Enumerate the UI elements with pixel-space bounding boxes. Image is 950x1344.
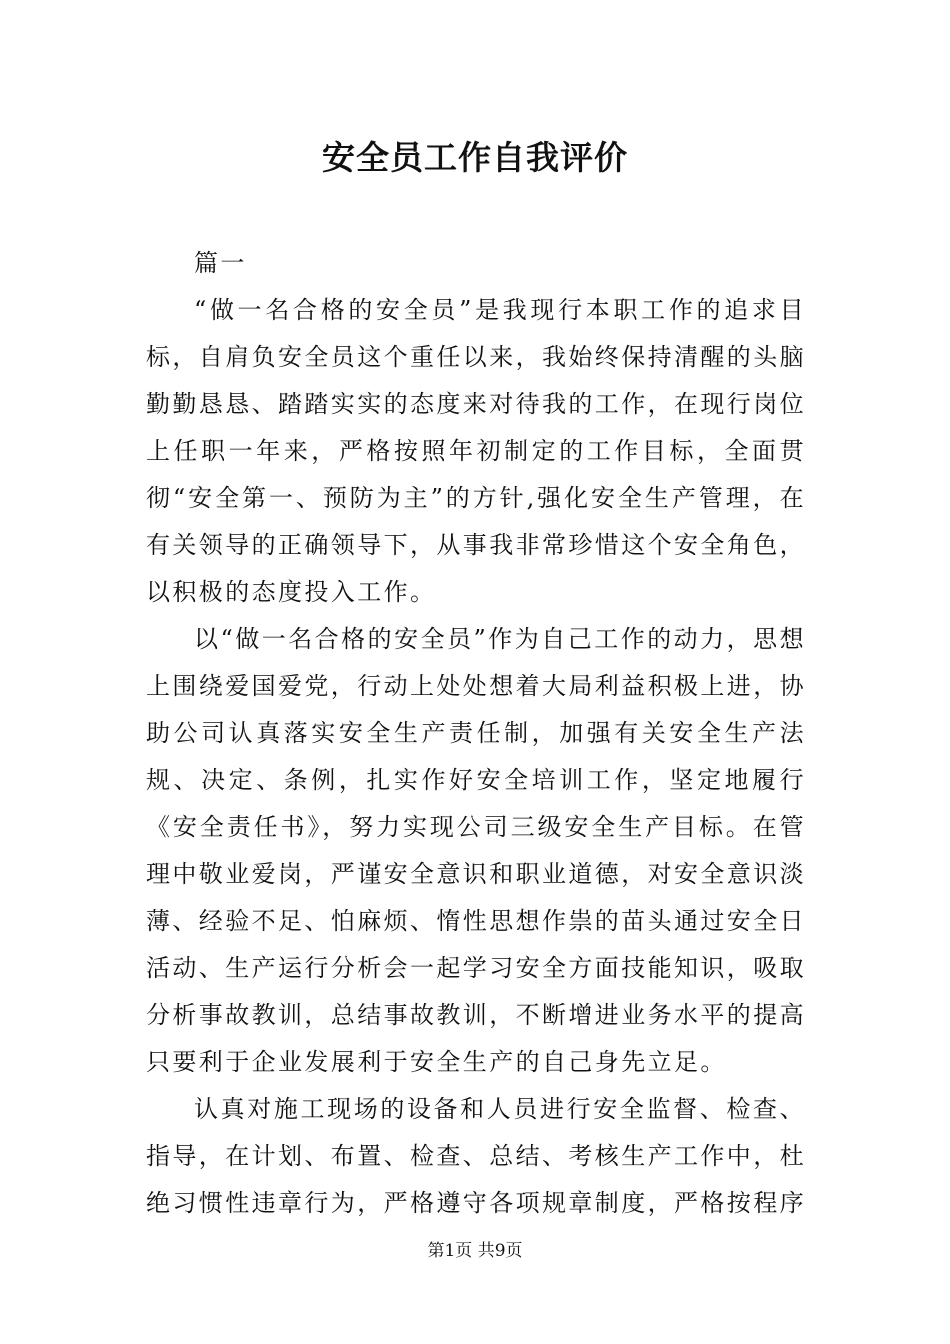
paragraph: 以“做一名合格的安全员”作为自己工作的动力，思想上围绕爱国爱党，行动上处处想着大局利益积极上进，协助公司认真落实安全生产责任制，加强有关安全生产法规、决定、条例，扎实作好安全培训工作，坚定地履行《安全责任书》，努力实现公司三级安全生产目标。在管理中敬业爱岗，严谨安全意识和职业道德，对安全意识淡薄、经验不足、怕麻烦、惰性思想作祟的苗头通过安全日活动、生产运行分析会一起学习安全方面技能知识，吸取分析事故教训，总结事故教训，不断增进业务水平的提高只要利于企业发展利于安全生产的自己身先立足。 [146,625,806,1076]
document-body [146,240,806,1227]
page-footer: 第1页 共9页 [427,1241,523,1261]
paragraph: “做一名合格的安全员”是我现行本职工作的追求目标，自肩负安全员这个重任以来，我始终保持清醒的头脑勤勤恳恳、踏踏实实的态度来对待我的工作，在现行岗位上任职一年来，严格按照年初制定的工作目标，全面贯彻“安全第一、预防为主”的方针,强化安全生产管理，在有关领导的正确领导下，从事我非常珍惜这个安全角色，以积极的态度投入工作。 [146,296,806,606]
paragraph-heading: 篇一 [194,249,247,277]
paragraph: 认真对施工现场的设备和人员进行安全监督、检查、指导，在计划、布置、检查、总结、考核生产工作中，杜绝习惯性违章行为，严格遵守各项规章制度，严格按程序 [146,1095,806,1217]
document-title: 安全员工作自我评价 [322,138,628,177]
